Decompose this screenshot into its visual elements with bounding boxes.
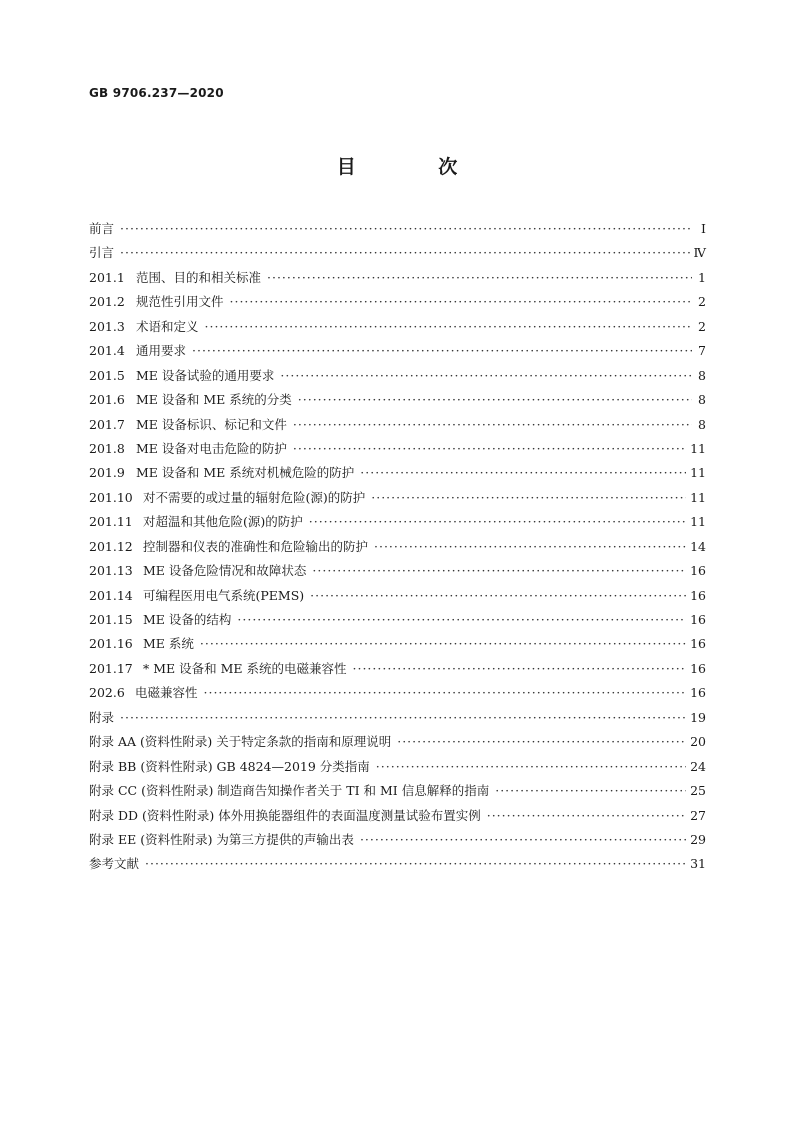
toc-entry[interactable] [89,535,706,559]
toc-entry-page: 16 [690,612,706,627]
toc-entry-page: Ⅰ [701,221,706,236]
toc-entry[interactable] [89,730,706,754]
toc-entry-number: 201.6 [89,392,125,408]
toc-entry[interactable] [89,217,706,241]
toc-entry[interactable] [89,755,706,779]
toc-entry-page: 2 [698,318,706,334]
toc-entry-number: 201.2 [89,294,125,310]
toc-entry-page: 29 [690,831,706,847]
toc-entry-page: 16 [690,636,706,652]
toc-entry-label: 参考文献 [89,856,140,872]
toc-leader-dots [280,364,692,388]
toc-entry[interactable] [89,559,706,583]
toc-entry-label: ME 设备对电击危险的防护 [136,440,287,456]
toc-entry-page: 1 [698,269,706,285]
toc-entry-label: 规范性引用文件 [136,294,224,310]
toc-entry-number: 201.17 [89,660,133,676]
toc-entry-label: 附录 DD (资料性附录) 体外用换能器组件的表面温度测量试验布置实例 [89,807,481,823]
toc-entry[interactable] [89,437,706,461]
toc-entry[interactable] [89,388,706,412]
toc-entry[interactable] [89,681,706,705]
toc-entry-number: 201.15 [89,612,133,627]
toc-leader-dots [267,266,692,290]
toc-entry-page: 16 [690,587,706,603]
toc-entry-page: 8 [698,392,706,408]
toc-entry[interactable] [89,584,706,608]
toc-entry[interactable] [89,266,706,290]
toc-entry[interactable] [89,657,706,681]
toc-entry-label: 对不需要的或过量的辐射危险(源)的防护 [143,489,366,505]
toc-leader-dots [312,559,686,583]
toc-entry-page: 16 [690,563,706,579]
toc-entry-number: 201.3 [89,318,125,334]
toc-entry-label: * ME 设备和 ME 系统的电磁兼容性 [143,660,347,676]
toc-leader-dots [397,730,686,754]
toc-entry-number: 201.5 [89,367,125,383]
toc-entry-page: 19 [690,709,706,725]
toc-entry-page: 8 [698,367,706,383]
toc-entry-number: 201.13 [89,563,133,579]
toc-entry-page: 2 [698,294,706,310]
toc-entry-number: 201.9 [89,465,125,481]
toc-leader-dots [120,241,689,265]
toc-entry-page: Ⅳ [693,245,706,261]
toc-entry[interactable] [89,779,706,803]
toc-entry-label: ME 设备标识、标记和文件 [136,416,287,432]
toc-entry-label: 范围、目的和相关标准 [136,269,262,285]
toc-entry-label: 对超温和其他危险(源)的防护 [143,514,303,530]
toc-entry[interactable] [89,413,706,437]
toc-entry-label: 可编程医用电气系统(PEMS) [143,587,305,603]
toc-entry-page: 16 [690,660,706,676]
toc-leader-dots [487,804,686,828]
toc-leader-dots [353,657,687,681]
toc-leader-dots [371,486,686,510]
toc-leader-dots [204,681,687,705]
toc-entry-page: 16 [690,685,706,701]
toc-entry-page: 14 [690,538,706,554]
toc-entry[interactable] [89,241,706,265]
toc-leader-dots [360,828,686,852]
page-title: 目 次 [336,156,496,178]
toc-leader-dots [237,608,686,632]
toc-entry[interactable] [89,608,706,632]
document-code: GB 9706.237—2020 [89,86,224,100]
toc-entry-label: 附录 EE (资料性附录) 为第三方提供的声输出表 [89,831,354,847]
toc-entry-label: 附录 [89,709,115,725]
toc-leader-dots [120,217,692,241]
toc-entry[interactable] [89,364,706,388]
toc-entry-label: 电磁兼容性 [135,685,198,701]
toc-entry-page: 11 [690,440,706,456]
toc-entry-page: 11 [690,514,706,530]
toc-entry[interactable] [89,290,706,314]
toc-entry-label: 控制器和仪表的准确性和危险输出的防护 [143,538,369,554]
toc-entry-page: 7 [698,343,706,359]
toc-entry-label: 通用要求 [136,343,187,359]
toc-entry[interactable] [89,632,706,656]
toc-entry-page: 27 [690,807,706,823]
toc-entry-label: 引言 [89,245,115,261]
toc-entry-number: 202.6 [89,685,125,701]
toc-entry-label: 前言 [89,221,115,236]
toc-entry-number: 201.7 [89,416,125,432]
toc-entry[interactable] [89,828,706,852]
toc-entry-label: 附录 BB (资料性附录) GB 4824—2019 分类指南 [89,758,370,774]
toc-entry-number: 201.11 [89,514,133,530]
toc-entry[interactable] [89,461,706,485]
toc-leader-dots [310,584,686,608]
toc-entry-label: ME 设备和 ME 系统的分类 [136,392,292,408]
toc-leader-dots [200,632,686,656]
toc-leader-dots [192,339,692,363]
toc-entry-number: 201.4 [89,343,125,359]
toc-entry-page: 8 [698,416,706,432]
toc-entry-number: 201.8 [89,440,125,456]
toc-entry-page: 20 [690,734,706,750]
toc-entry-label: ME 系统 [143,636,194,652]
toc-entry-page: 11 [690,489,706,505]
toc-leader-dots [360,461,686,485]
toc-entry-number: 201.10 [89,489,133,505]
toc-entry-label: ME 设备危险情况和故障状态 [143,563,307,579]
toc-entry[interactable] [89,486,706,510]
toc-entry-label: ME 设备试验的通用要求 [136,367,275,383]
toc-leader-dots [293,437,686,461]
toc-entry-label: 附录 AA (资料性附录) 关于特定条款的指南和原理说明 [89,734,392,750]
toc-entry-label: 附录 CC (资料性附录) 制造商告知操作者关于 TI 和 MI 信息解释的指南 [89,783,490,799]
toc-entry-label: ME 设备和 ME 系统对机械危险的防护 [136,465,355,481]
toc-leader-dots [374,535,686,559]
toc-entry-page: 31 [690,856,706,872]
toc-entry-label: 术语和定义 [136,318,199,334]
toc-entry[interactable] [89,804,706,828]
toc-entry-page: 11 [690,465,706,481]
toc-leader-dots [230,290,692,314]
toc-entry[interactable] [89,852,706,876]
toc-leader-dots [298,388,692,412]
toc-leader-dots [376,755,686,779]
toc-leader-dots [145,852,686,876]
toc-entry[interactable] [89,339,706,363]
toc-leader-dots [495,779,686,803]
toc-leader-dots [205,315,692,339]
toc-entry[interactable] [89,315,706,339]
toc-entry-number: 201.12 [89,538,133,554]
toc-leader-dots [309,510,686,534]
toc-entry-page: 25 [690,783,706,799]
toc-entry-number: 201.14 [89,587,133,603]
toc-entry-number: 201.1 [89,269,125,285]
table-of-contents [89,217,706,877]
toc-entry-label: ME 设备的结构 [143,612,232,627]
toc-entry[interactable] [89,510,706,534]
toc-leader-dots [293,413,692,437]
toc-entry-number: 201.16 [89,636,133,652]
toc-entry-page: 24 [690,758,706,774]
toc-leader-dots [120,706,686,730]
toc-entry[interactable] [89,706,706,730]
